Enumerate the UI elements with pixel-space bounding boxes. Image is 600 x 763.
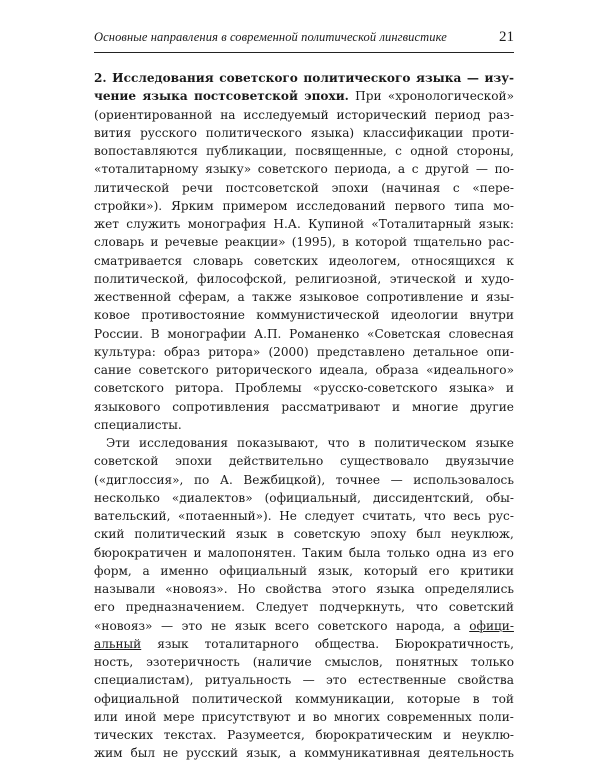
text-word: чение [94, 89, 137, 104]
text-line [94, 562, 514, 580]
text-word: использовалось [413, 472, 514, 487]
text-word: детальное [413, 344, 479, 359]
text-word: Разумеется, [227, 728, 305, 742]
text-word: бюрократичен [94, 545, 188, 560]
text-word: словесная [448, 326, 514, 341]
text-word: деятельность [428, 746, 514, 761]
text-word: была [348, 545, 381, 560]
text-word: «хронологической» [387, 89, 514, 104]
text-line [94, 343, 514, 361]
text-word: — [475, 162, 488, 177]
text-word: языка) [310, 125, 355, 140]
text-word: (наличие [252, 655, 312, 669]
text-word: предназначением. [125, 600, 245, 615]
text-word: офици- [469, 618, 514, 633]
text-word: был [416, 527, 441, 542]
text-word: а [142, 563, 150, 578]
text-word: языка» [448, 381, 495, 396]
text-word: исследований [296, 198, 386, 213]
text-word: Романенко [289, 326, 360, 341]
text-word: реакции» [224, 235, 286, 250]
text-word: а [397, 162, 406, 177]
text-word: речевые [164, 235, 219, 250]
text-word: советскую [293, 527, 361, 542]
text-word: При [355, 89, 382, 104]
text-word: мо- [493, 198, 514, 213]
text-word: и [150, 235, 159, 250]
text-word: с [395, 144, 402, 158]
text-word: «Советская [367, 326, 441, 341]
text-word: (1995), [291, 235, 336, 250]
text-line [94, 160, 514, 178]
text-word: Купиной [308, 217, 365, 231]
text-word: ность, [94, 655, 134, 669]
text-word: не [162, 746, 179, 761]
text-word: словарь [94, 235, 145, 250]
text-word: изу- [484, 71, 514, 85]
text-word: только [470, 655, 514, 669]
text-word: во [312, 709, 327, 724]
text-word: первого [394, 198, 446, 213]
text-word: иной [124, 709, 157, 724]
text-word: советского [317, 618, 388, 633]
text-word: в [277, 527, 284, 542]
text-word: его [94, 600, 115, 615]
text-word: Ярким [171, 198, 214, 213]
text-word: — [302, 673, 315, 688]
text-word: народа, [396, 618, 445, 633]
text-line [94, 598, 514, 616]
text-word: постсоветской [193, 89, 298, 104]
text-word: многих [333, 709, 380, 724]
text-word: посвященные, [295, 144, 387, 158]
text-line [94, 179, 514, 197]
text-word: языкового [94, 399, 161, 414]
text-line [94, 544, 514, 562]
text-word: текстах. [163, 728, 217, 742]
text-word: этической [389, 271, 457, 286]
text-word: советский [448, 600, 514, 615]
text-word: эпохи [331, 180, 369, 195]
text-word: словарь [193, 253, 244, 268]
text-word: культура: [94, 344, 156, 359]
text-word: (официальный, [264, 490, 362, 505]
text-word: вития [94, 125, 132, 140]
text-word: его [493, 545, 514, 560]
text-word: языку» [205, 162, 252, 177]
text-word: В [150, 326, 160, 341]
text-word: одна [436, 545, 467, 560]
text-word: ритуальность [204, 673, 292, 688]
text-word: ритора» [208, 344, 261, 359]
text-word: современных [386, 709, 472, 724]
text-word: «новояз». [165, 582, 228, 596]
text-word: а [453, 618, 461, 633]
text-word: проти- [472, 125, 514, 140]
text-word: из [472, 545, 487, 560]
text-word: это [181, 618, 203, 633]
text-word: сферам, [178, 290, 231, 304]
text-line [94, 416, 514, 434]
text-word: «диалектов» [171, 490, 253, 505]
text-word: (ориентированной [94, 107, 213, 122]
text-word: политический [134, 527, 226, 542]
text-word: ковое [94, 308, 131, 323]
text-word: весь [453, 509, 481, 523]
text-word: Вежбицкой), [243, 472, 326, 487]
text-word: период [434, 107, 481, 122]
text-word: следует [304, 509, 355, 523]
text-word: одной [410, 144, 449, 158]
text-word: альный [94, 636, 142, 651]
text-word: худо- [481, 271, 514, 286]
text-word: русского [140, 125, 197, 140]
text-word: присутствуют [201, 709, 291, 724]
text-line [94, 489, 514, 507]
text-word: примером [222, 198, 288, 213]
text-word: многие [411, 399, 459, 414]
text-word: или [94, 709, 118, 724]
text-word: другой [425, 162, 470, 177]
text-word: в [472, 691, 480, 706]
text-word: и [505, 381, 514, 396]
text-word: другие [470, 399, 514, 414]
text-word: Н.А. [273, 217, 301, 231]
text-line [94, 197, 514, 215]
text-word: называли [94, 582, 156, 596]
text-word: образ [163, 344, 201, 359]
text-word: исследуемый [243, 107, 329, 122]
text-word: что [327, 436, 350, 450]
text-word: официальной [94, 691, 180, 706]
text-word: советского [138, 363, 209, 377]
text-word: действительно [228, 454, 324, 469]
text-word: всего [274, 618, 310, 633]
text-word: язык [234, 618, 267, 633]
text-word: поли- [478, 709, 514, 724]
text-word: тических [94, 728, 154, 742]
text-word: стороны, [456, 144, 514, 158]
text-word: к [506, 253, 514, 268]
text-word: тоталитарного [204, 636, 299, 651]
text-word: жет [94, 217, 119, 231]
text-word: несколько [94, 490, 160, 505]
text-line [94, 726, 514, 744]
text-line [94, 398, 514, 416]
text-word: жим [94, 746, 123, 761]
text-line [94, 653, 514, 671]
text-word: России. [94, 326, 143, 341]
text-word: политическом [374, 436, 467, 450]
text-word: и [193, 545, 202, 560]
text-line [94, 306, 514, 324]
text-word: не [210, 618, 227, 633]
text-word: противостояние [141, 308, 245, 323]
text-word: «пере- [472, 180, 514, 195]
text-word: эпохи [175, 454, 213, 469]
text-word: и [443, 728, 452, 742]
text-word: советских [253, 253, 318, 268]
text-word: а [237, 290, 245, 304]
text-word: рассматривают [281, 399, 381, 414]
text-word: понятных [395, 655, 458, 669]
text-word: язык [157, 636, 189, 651]
text-word: форм, [94, 563, 132, 578]
text-word: философской, [197, 271, 287, 286]
text-word: с [411, 162, 419, 177]
text-word: язы- [486, 290, 514, 304]
text-line [94, 106, 514, 124]
text-word: «Тоталитарный [371, 217, 472, 231]
text-word: Таким [302, 545, 343, 560]
text-word: а [289, 746, 297, 761]
text-line [94, 215, 514, 233]
text-word: религиозной, [295, 271, 382, 286]
text-line [94, 635, 514, 653]
text-word: с [452, 180, 460, 195]
text-word: постсоветской [225, 180, 319, 195]
text-word: «тоталитарному [94, 162, 199, 177]
text-word: рас- [488, 235, 514, 250]
text-word: это [326, 673, 347, 688]
text-word: «русско-советского [312, 381, 438, 396]
text-word: советского [257, 162, 328, 177]
text-word: на [220, 107, 236, 122]
text-line [94, 361, 514, 379]
text-line [94, 452, 514, 470]
text-word: смыслов, [324, 655, 383, 669]
text-word: Следует [255, 600, 309, 615]
text-word: Эти [106, 436, 131, 450]
text-line [94, 671, 514, 689]
text-word: малопонятен. [207, 545, 297, 560]
text-line [94, 434, 514, 452]
text-word: определялись [424, 582, 514, 596]
text-word: стройки»). [94, 198, 163, 213]
text-word: публикации, [206, 144, 287, 158]
text-word: (начиная [381, 180, 441, 195]
text-word: раз- [488, 107, 514, 122]
text-word: что [423, 509, 446, 523]
text-word: естественные [358, 673, 447, 688]
text-word: язык [235, 527, 268, 542]
running-header [94, 29, 514, 53]
text-word: сание [94, 363, 132, 377]
text-word: язык, [246, 746, 282, 761]
text-word: который [363, 563, 418, 578]
text-word: А. [219, 472, 233, 487]
text-word: язык, [317, 563, 354, 578]
body-text [94, 69, 514, 763]
text-word: тщательно [413, 235, 482, 250]
text-word: сопротивление [366, 290, 464, 304]
text-line [94, 124, 514, 142]
text-word: риторического [216, 363, 312, 377]
text-word: рус- [488, 509, 514, 523]
text-word: (2000) [268, 344, 309, 359]
text-line [94, 690, 514, 708]
text-word: также [252, 290, 292, 304]
text-word: Но [237, 582, 256, 596]
text-word: только [386, 545, 430, 560]
text-line [94, 87, 514, 105]
text-word: и [464, 271, 473, 286]
text-word: классификации [362, 125, 464, 140]
text-word: — [390, 472, 403, 487]
text-word: ритора. [175, 381, 224, 396]
text-word: критики [460, 563, 514, 578]
text-word: существовало [340, 454, 429, 469]
text-word: специалисты. [94, 417, 182, 432]
text-word: и [297, 709, 306, 724]
text-word: бюрократическим [315, 728, 433, 742]
text-word: мере [163, 709, 195, 724]
text-word: — [466, 71, 479, 85]
text-word: и [470, 290, 479, 304]
text-word: советского [94, 381, 164, 396]
text-word: обы- [485, 490, 514, 505]
text-line [94, 580, 514, 598]
text-line [94, 507, 514, 525]
text-word: языка [376, 582, 415, 596]
text-word: свойства [457, 673, 514, 688]
text-line [94, 69, 514, 87]
text-word: эзотеричность [146, 655, 240, 669]
text-word: точнее [335, 472, 381, 487]
text-word: советского [219, 71, 298, 85]
text-word: политического [303, 71, 411, 85]
text-word: исторический [336, 107, 427, 122]
text-line [94, 270, 514, 288]
text-word: политической, [94, 271, 189, 286]
running-header-title: Основные направления в современной политической лингвистике [94, 30, 447, 44]
text-word: «новояз» [94, 618, 153, 633]
text-word: считать, [362, 509, 417, 523]
text-word: Проблемы [234, 381, 302, 396]
text-line [94, 252, 514, 270]
text-word: именно [160, 563, 209, 578]
text-word: язык: [478, 217, 514, 231]
text-word: двуязычие [445, 454, 514, 469]
text-word: идеологии [390, 308, 459, 323]
text-word: монография [187, 217, 267, 231]
text-line [94, 142, 514, 160]
text-word: официальный [219, 563, 308, 578]
text-word: идеала, [319, 363, 368, 377]
text-word: которые [406, 691, 461, 706]
text-line [94, 525, 514, 543]
text-word: «идеального» [426, 363, 514, 377]
text-line [94, 708, 514, 726]
text-word: языка [142, 89, 188, 104]
text-word: внутри [469, 308, 514, 323]
text-word: по [193, 472, 210, 487]
text-word: русский [186, 746, 239, 761]
text-word: («диглоссия», [94, 472, 184, 487]
text-word: в [342, 235, 349, 250]
text-word: — [161, 618, 174, 633]
text-word: той [491, 691, 514, 706]
text-word: типа [454, 198, 485, 213]
text-line [94, 744, 514, 762]
text-word: неуклю- [461, 728, 514, 742]
text-word: вопоставляются [94, 144, 198, 158]
text-word: коммуникативная [304, 746, 421, 761]
text-line [94, 325, 514, 343]
text-word: которой [355, 235, 408, 250]
text-word: образа [375, 363, 419, 377]
text-line [94, 617, 514, 635]
text-word: и [392, 399, 401, 414]
text-word: советской [94, 454, 159, 469]
text-word: языка [416, 71, 462, 85]
text-word: неуклюж, [450, 527, 514, 542]
text-word: идеологем, [328, 253, 401, 268]
text-word: периода, [334, 162, 392, 177]
text-word: 2. [94, 71, 107, 85]
text-word: исследования [139, 436, 228, 450]
text-word: языковое [299, 290, 360, 304]
text-word: сопротивления [172, 399, 270, 414]
text-word: монографии [167, 326, 247, 341]
text-line [94, 233, 514, 251]
text-word: Исследования [112, 71, 214, 85]
text-word: политической [191, 691, 283, 706]
text-word: политического [205, 125, 302, 140]
text-word: литической [94, 180, 170, 195]
text-word: по- [494, 162, 514, 177]
text-word: жественной [94, 290, 172, 304]
text-word: опи- [486, 344, 514, 359]
text-line [94, 379, 514, 397]
text-word: специалистам), [94, 673, 194, 688]
text-word: показывают, [237, 436, 319, 450]
text-word: диссидентский, [372, 490, 474, 505]
text-word: его [428, 563, 450, 578]
text-word: сматривается [94, 253, 183, 268]
text-word: А.П. [253, 326, 282, 341]
text-word: свойства [265, 582, 322, 596]
text-word: что [415, 600, 438, 615]
text-word: относящихся [411, 253, 496, 268]
text-word: эпоху [370, 527, 407, 542]
text-word: коммуникации, [295, 691, 395, 706]
page-number: 21 [499, 29, 514, 45]
text-word: эпохи. [304, 89, 349, 104]
text-word: представлено [316, 344, 405, 359]
text-word: Не [279, 509, 297, 523]
text-word: языке [475, 436, 514, 450]
text-word: коммунистической [256, 308, 380, 323]
text-line [94, 288, 514, 306]
text-word: «потаенный»). [178, 509, 272, 523]
text-word: ский [94, 527, 125, 542]
text-word: этого [331, 582, 367, 596]
text-word: в [358, 436, 366, 450]
text-word: подчеркнуть, [319, 600, 405, 615]
text-word: был [130, 746, 156, 761]
text-word: речи [182, 180, 213, 195]
text-word: служить [126, 217, 181, 231]
text-line [94, 471, 514, 489]
text-word: Бюрократичность, [395, 636, 514, 651]
text-word: общества. [314, 636, 380, 651]
text-word: вательский, [94, 509, 171, 523]
